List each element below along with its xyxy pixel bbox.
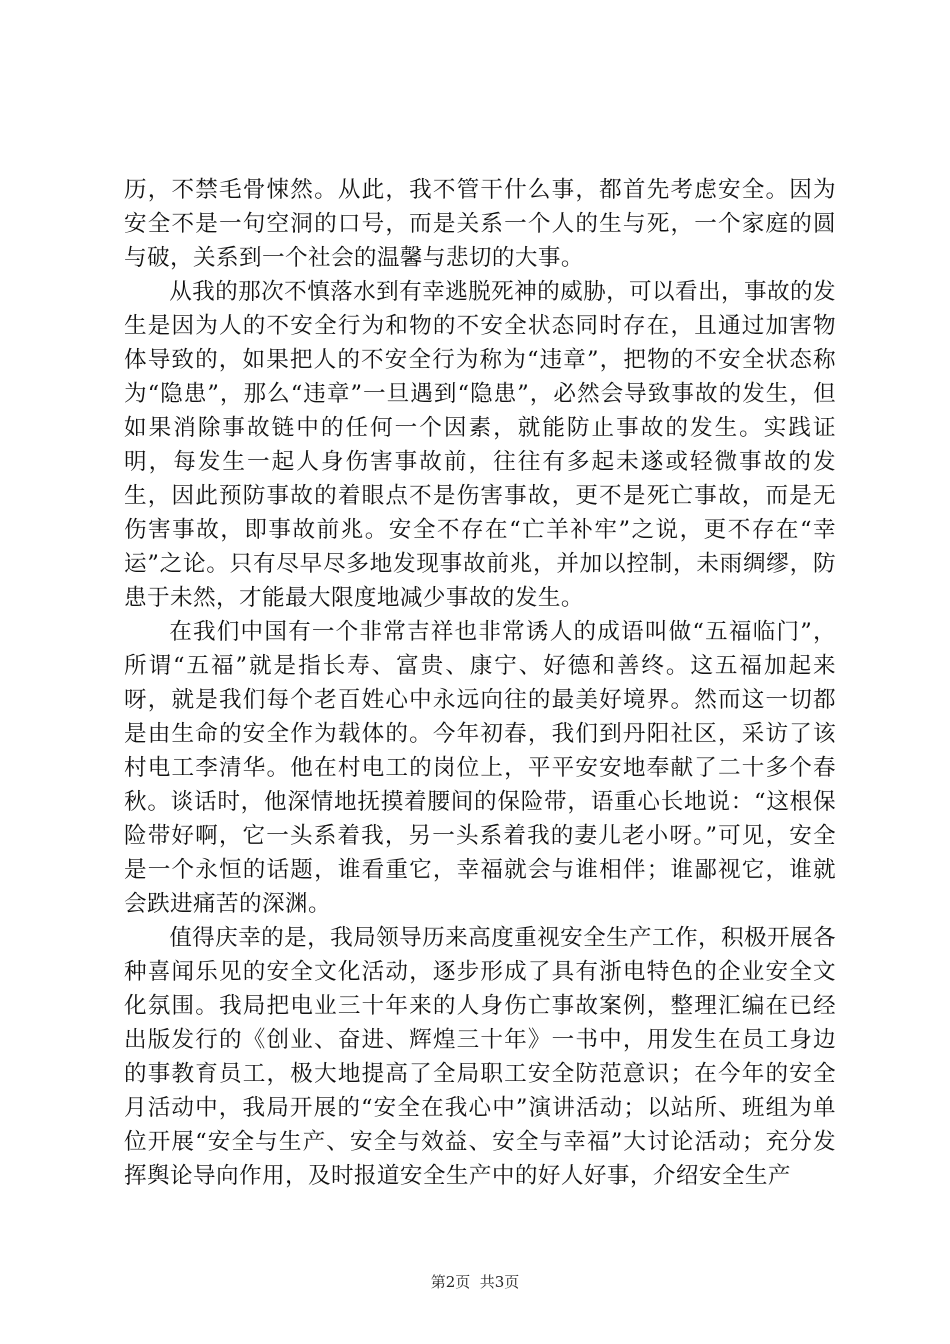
paragraph-safety-culture: 值得庆幸的是，我局领导历来高度重视安全生产工作，积极开展各种喜闻乐见的安全文化活动，逐步形成了具有浙电特色的企业安全文化氛围。我局把电业三十年来的人身伤亡事故案例，整理汇编在已经出版发行的《创业、奋进、辉煌三十年》一书中，用发生在员工身边的事教育员工，极大地提高了全局职工安全防范意识；在今年的安全月活动中，我局开展的“安全在我心中”演讲活动；以站所、班组为单位开展“安全与生产、安全与效益、安全与幸福”大讨论活动；充分发挥舆论导向作用，及时报道安全生产中的好人好事，介绍安全生产 <box>124 925 837 1189</box>
page-number: 第2页 共3页 <box>430 1273 520 1291</box>
paragraph-continuation: 历，不禁毛骨悚然。从此，我不管干什么事，都首先考虑安全。因为安全不是一句空洞的口号，而是关系一个人的生与死，一个家庭的圆与破，关系到一个社会的温馨与悲切的大事。 <box>124 177 836 271</box>
paragraph-accident-causes: 从我的那次不慎落水到有幸逃脱死神的威胁，可以看出，事故的发生是因为人的不安全行为和物的不安全状态同时存在，且通过加害物体导致的，如果把人的不安全行为称为“违章”，把物的不安全状态称为“隐患”，那么“违章”一旦遇到“隐患”，必然会导致事故的发生，但如果消除事故链中的任何一个因素，就能防止事故的发生。实践证明，每发生一起人身伤害事故前，往往有多起未遂或轻微事故的发生，因此预防事故的着眼点不是伤害事故，更不是死亡事故，而是无伤害事故，即事故前兆。安全不存在“亡羊补牢”之说，更不存在“幸运”之论。只有尽早尽多地发现事故前兆，并加以控制，未雨绸缪，防患于未然，才能最大限度地减少事故的发生。 <box>124 279 837 611</box>
page-footer <box>0 1272 950 1292</box>
body-text <box>124 173 836 1193</box>
paragraph-five-blessings: 在我们中国有一个非常吉祥也非常诱人的成语叫做“五福临门”，所谓“五福”就是指长寿、富贵、康宁、好德和善终。这五福加起来呀，就是我们每个老百姓心中永远向往的最美好境界。然而这一切都是由生命的安全作为载体的。今年初春，我们到丹阳社区，采访了该村电工李清华。他在村电工的岗位上，平平安安地奉献了二十多个春秋。谈话时，他深情地抚摸着腰间的保险带，语重心长地说：“这根保险带好啊，它一头系着我，另一头系着我的妻儿老小呀。”可见，安全是一个永恒的话题，谁看重它，幸福就会与谁相伴；谁鄙视它，谁就会跌进痛苦的深渊。 <box>124 619 836 917</box>
